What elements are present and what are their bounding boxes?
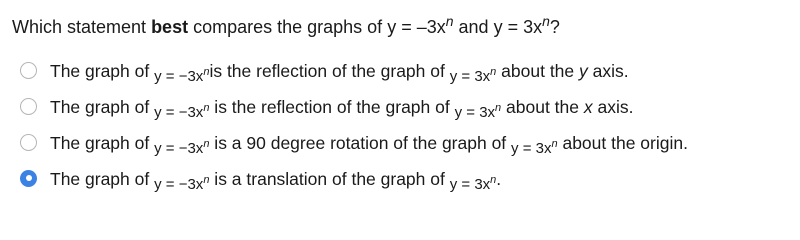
equation-1-base: y = –3x (387, 17, 446, 37)
option-tail: about the origin. (557, 132, 688, 153)
math-exponent: n (203, 137, 210, 150)
option-middle: is a 90 degree rotation of the graph of (209, 132, 512, 153)
option-tail: . (496, 168, 502, 189)
math-base: y = 3x (449, 175, 491, 193)
option-middle: is the reflection of the graph of (209, 60, 450, 81)
math-expression (511, 137, 558, 157)
math-base: y = 3x (511, 139, 552, 157)
question-end: ? (549, 17, 560, 37)
radio-button-3[interactable] (20, 134, 37, 151)
option-tail-end: axis. (592, 96, 634, 117)
option-tail: about the (501, 96, 584, 117)
math-expression (154, 101, 210, 121)
question-text (12, 8, 560, 40)
math-base: y = −3x (154, 139, 204, 157)
math-exponent: n (203, 173, 210, 186)
math-base: y = 3x (454, 103, 496, 121)
radio-button-1[interactable] (20, 62, 37, 79)
option-axis-variable: y (579, 60, 588, 81)
math-expression (449, 65, 497, 85)
math-exponent: n (490, 65, 497, 78)
radio-button-4-selected[interactable] (20, 170, 37, 187)
equation-1 (387, 13, 454, 37)
math-expression (154, 137, 210, 157)
math-base: y = −3x (154, 103, 204, 121)
option-middle: is the reflection of the graph of (209, 96, 455, 117)
math-exponent: n (495, 101, 502, 114)
math-base: y = −3x (154, 67, 204, 85)
question-prefix: Which statement (12, 17, 152, 37)
question-emphasis: best (151, 17, 189, 37)
math-expression (154, 173, 210, 193)
option-tail: about the (496, 60, 580, 81)
option-middle: is a translation of the graph of (209, 168, 450, 189)
equation-2 (493, 13, 550, 37)
option-lead: The graph of (50, 132, 155, 153)
equation-2-exponent: n (542, 13, 550, 29)
math-base: y = −3x (154, 175, 204, 193)
answer-option-2[interactable] (16, 88, 796, 124)
question-conjunction: and (453, 17, 494, 37)
option-lead: The graph of (50, 96, 155, 117)
answer-options (16, 52, 796, 196)
answer-option-4[interactable] (16, 160, 796, 196)
question-middle: compares the graphs of (188, 17, 388, 37)
math-exponent: n (490, 173, 497, 186)
equation-2-base: y = 3x (493, 17, 543, 37)
answer-option-1[interactable] (16, 52, 796, 88)
math-expression (154, 65, 210, 85)
math-exponent: n (203, 65, 210, 78)
math-exponent: n (551, 137, 558, 150)
option-lead: The graph of (50, 60, 155, 81)
radio-button-2[interactable] (20, 98, 37, 115)
math-base: y = 3x (449, 67, 491, 85)
option-tail-end: axis. (587, 60, 629, 81)
answer-option-2-label (50, 89, 633, 124)
math-exponent: n (203, 101, 210, 114)
math-expression (454, 101, 502, 121)
answer-option-4-label (50, 161, 501, 196)
equation-1-exponent: n (445, 13, 454, 29)
math-expression (449, 173, 497, 193)
option-lead: The graph of (50, 168, 155, 189)
answer-option-1-label (50, 53, 629, 88)
option-axis-variable: x (583, 96, 593, 117)
answer-option-3-label (50, 125, 688, 160)
answer-option-3[interactable] (16, 124, 796, 160)
